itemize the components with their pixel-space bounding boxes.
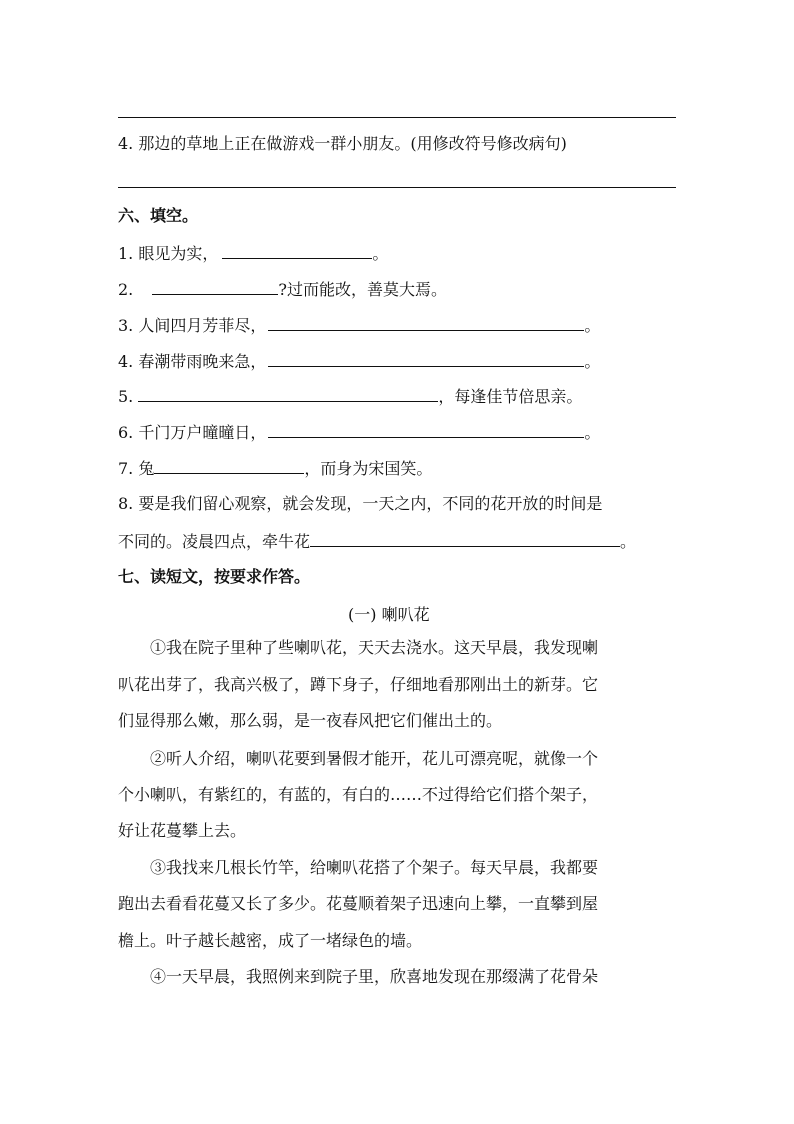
fill-item-5-post: ，每逢佳节倍思亲。 [438,387,583,406]
passage-line-5: 个小喇叭，有紫红的，有蓝的，有白的……不过得给它们搭个架子， [118,785,599,804]
passage-line-6: 好让花蔓攀上去。 [118,821,247,840]
fill-item-3-post: 。 [584,316,601,335]
fill-item-2-pre: 2. [118,280,139,299]
fill-blank-7[interactable] [154,456,304,474]
question-5-4: 4. 那边的草地上正在做游戏一群小朋友。(用修改符号修改病句) [118,134,567,153]
fill-item-1 [118,241,388,266]
fill-item-2 [118,277,447,302]
answer-line-q5-4 [118,187,676,188]
fill-blank-3[interactable] [268,313,584,331]
fill-item-3 [118,313,600,338]
fill-item-6 [118,420,600,445]
answer-line-top [118,117,676,118]
fill-blank-1[interactable] [222,241,372,259]
fill-item-7-pre: 7. 兔 [118,459,155,478]
passage-line-4: ②听人介绍，喇叭花要到暑假才能开，花儿可漂亮呢，就像一个 [150,749,599,768]
fill-item-6-pre: 6. 千门万户曈曈日， [118,423,267,442]
passage-line-1: ①我在院子里种了些喇叭花，天天去浇水。这天早晨，我发现喇 [150,638,599,657]
fill-item-8-line-2 [118,529,636,554]
fill-item-5-pre: 5. [118,387,139,406]
fill-item-8-post: 。 [620,532,637,551]
section-7-heading: 七、读短文，按要求作答。 [118,567,311,586]
fill-item-6-post: 。 [584,423,601,442]
passage-line-2: 叭花出芽了，我高兴极了，蹲下身子，仔细地看那刚出土的新芽。它 [118,675,599,694]
passage-title: (一) 喇叭花 [348,605,430,624]
fill-item-2-post: ?过而能改，善莫大焉。 [278,280,447,299]
fill-item-8-line-1: 8. 要是我们留心观察，就会发现，一天之内，不同的花开放的时间是 [118,494,603,513]
fill-item-4-post: 。 [584,352,601,371]
fill-item-1-pre: 1. 眼见为实， [118,244,219,263]
passage-line-9: 檐上。叶子越长越密，成了一堵绿色的墙。 [118,931,423,950]
fill-item-8-pre: 不同的。凌晨四点，牵牛花 [118,532,311,551]
passage-line-10: ④一天早晨，我照例来到院子里，欣喜地发现在那缀满了花骨朵 [150,967,599,986]
fill-item-5 [118,384,582,409]
section-6-heading: 六、填空。 [118,206,199,225]
fill-item-4 [118,349,600,374]
fill-item-4-pre: 4. 春潮带雨晚来急， [118,352,267,371]
fill-blank-6[interactable] [268,420,584,438]
passage-line-7: ③我找来几根长竹竿，给喇叭花搭了个架子。每天早晨，我都要 [150,858,599,877]
fill-item-3-pre: 3. 人间四月芳菲尽， [118,316,267,335]
fill-blank-4[interactable] [268,349,584,367]
fill-blank-5[interactable] [138,384,438,402]
passage-line-8: 跑出去看看花蔓又长了多少。花蔓顺着架子迅速向上攀，一直攀到屋 [118,894,599,913]
fill-item-7 [118,456,432,481]
passage-line-3: 们显得那么嫩，那么弱，是一夜春风把它们催出土的。 [118,711,503,730]
fill-blank-2[interactable] [152,277,278,295]
fill-blank-8[interactable] [310,529,620,547]
fill-item-7-post: ，而身为宋国笑。 [304,459,433,478]
fill-item-1-post: 。 [372,244,389,263]
